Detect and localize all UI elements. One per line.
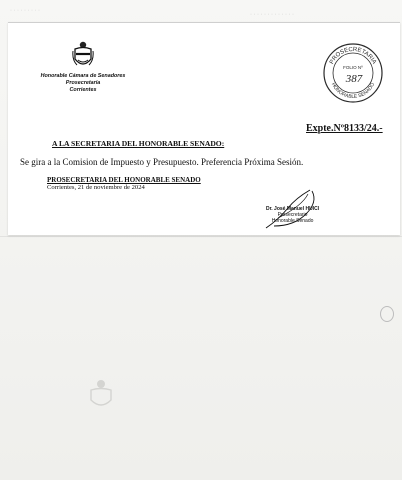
stamp-folio-label: FOLIO Nº	[343, 65, 363, 70]
signer-body: Honorable Senado	[271, 218, 314, 224]
faded-seal-icon	[86, 378, 116, 412]
routing-instruction: Se gira a la Comision de Impuesto y Presupuesto. Preferencia Próxima Sesión.	[20, 157, 304, 167]
stamp-folio-number: 387	[345, 73, 363, 85]
coat-of-arms-icon	[72, 40, 94, 70]
issuing-office: PROSECRETARIA DEL HONORABLE SENADO	[47, 176, 201, 184]
institution-city: Corrientes	[69, 87, 97, 93]
institution-name: Honorable Cámara de Senadores	[40, 73, 126, 79]
signature-block	[266, 206, 319, 224]
binder-hole	[380, 306, 394, 322]
folio-stamp	[322, 42, 384, 104]
addressee-line: A LA SECRETARIA DEL HONORABLE SENADO:	[52, 139, 225, 148]
ghost-text: · · · · · · · · ·	[10, 8, 40, 14]
stamp-bottom-text: HONORABLE SENADO	[329, 81, 377, 101]
stamp-top-text: PROSECRETARIA	[329, 46, 377, 66]
ghost-text: · · · · · · · · · · · · ·	[250, 12, 294, 18]
signer-name: Dr. José Manuel HUICI	[266, 206, 320, 212]
page-fold	[0, 236, 402, 237]
place-and-date: Corrientes, 21 de noviembre de 2024	[47, 184, 145, 191]
institution-header	[18, 73, 148, 94]
institution-office: Prosecretaría	[65, 80, 101, 86]
signer-title: Prosecretario	[277, 212, 308, 218]
case-number: Expte.Nº8133/24.-	[306, 123, 383, 134]
